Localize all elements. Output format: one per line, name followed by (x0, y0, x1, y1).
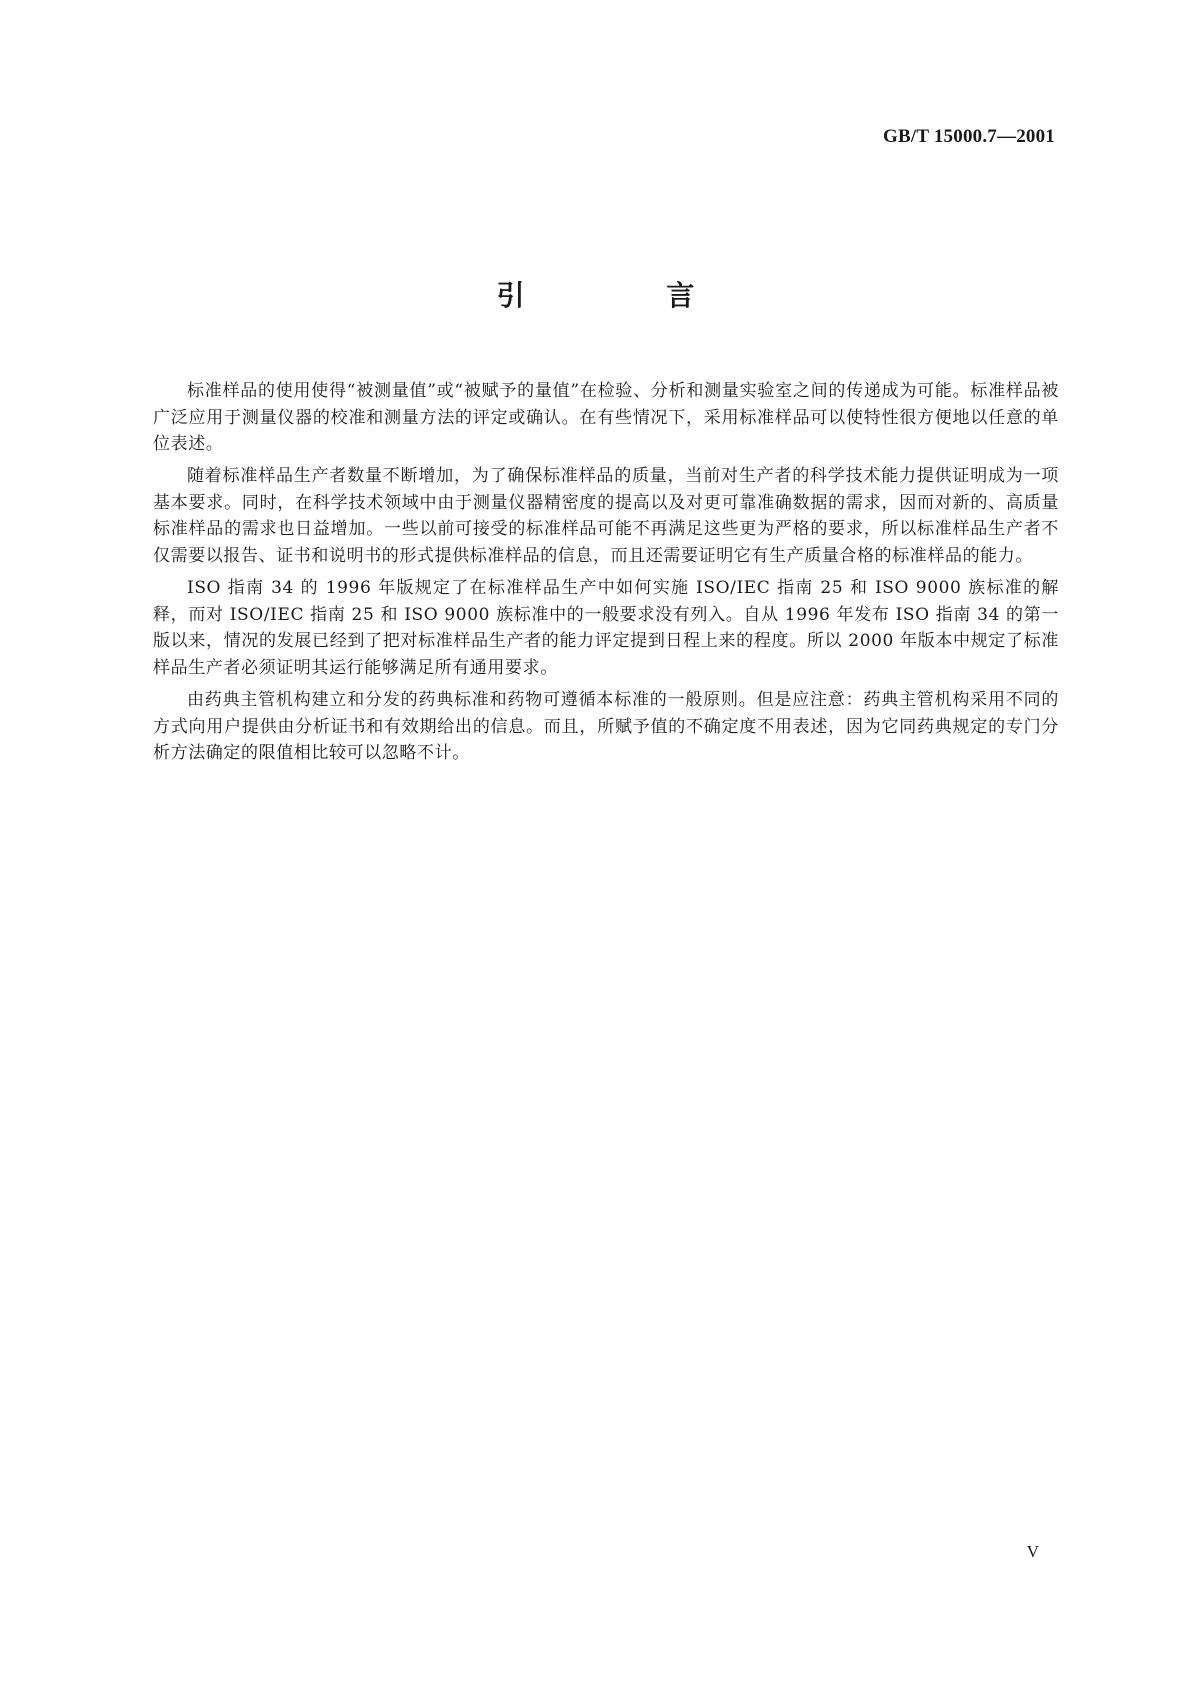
standard-code: GB/T 15000.7—2001 (883, 126, 1055, 147)
paragraph: 随着标准样品生产者数量不断增加，为了确保标准样品的质量，当前对生产者的科学技术能力提供证明成为一项基本要求。同时，在科学技术领域中由于测量仪器精密度的提高以及对更可靠准确数据的需求，因而对新的、高质量标准样品的需求也日益增加。一些以前可接受的标准样品可能不再满足这些更为严格的要求，所以标准样品生产者不仅需要以报告、证书和说明书的形式提供标准样品的信息，而且还需要证明它有生产质量合格的标准样品的能力。 (153, 466, 1059, 567)
paragraph: 标准样品的使用使得“被测量值”或“被赋予的量值”在检验、分析和测量实验室之间的传递成为可能。标准样品被广泛应用于测量仪器的校准和测量方法的评定或确认。在有些情况下，采用标准样品可以使特性很方便地以任意的单位表述。 (153, 381, 1059, 455)
paragraph: ISO 指南 34 的 1996 年版规定了在标准样品生产中如何实施 ISO/IEC 指南 25 和 ISO 9000 族标准的解释，而对 ISO/IEC 指南 25 和 ISO 9000 族标准中的一般要求没有列入。自从 1996 年发布 ISO 指南 34 的第一版以来，情况的发展已经到了把对标准样品生产者的能力评定提到日程上来的程度。所以 2000 年版本中规定了标准样品生产者必须证明其运行能够满足所有通用要求。 (153, 578, 1059, 678)
paragraph: 由药典主管机构建立和分发的药典标准和药物可遵循本标准的一般原则。但是应注意：药典主管机构采用不同的方式向用户提供由分析证书和有效期给出的信息。而且，所赋予值的不确定度不用表述，因为它同药典规定的专门分析方法确定的限值相比较可以忽略不计。 (153, 690, 1059, 764)
page-title: 引 言 (496, 279, 761, 312)
introduction-body (153, 378, 1059, 772)
page-number: V (1026, 1542, 1039, 1561)
